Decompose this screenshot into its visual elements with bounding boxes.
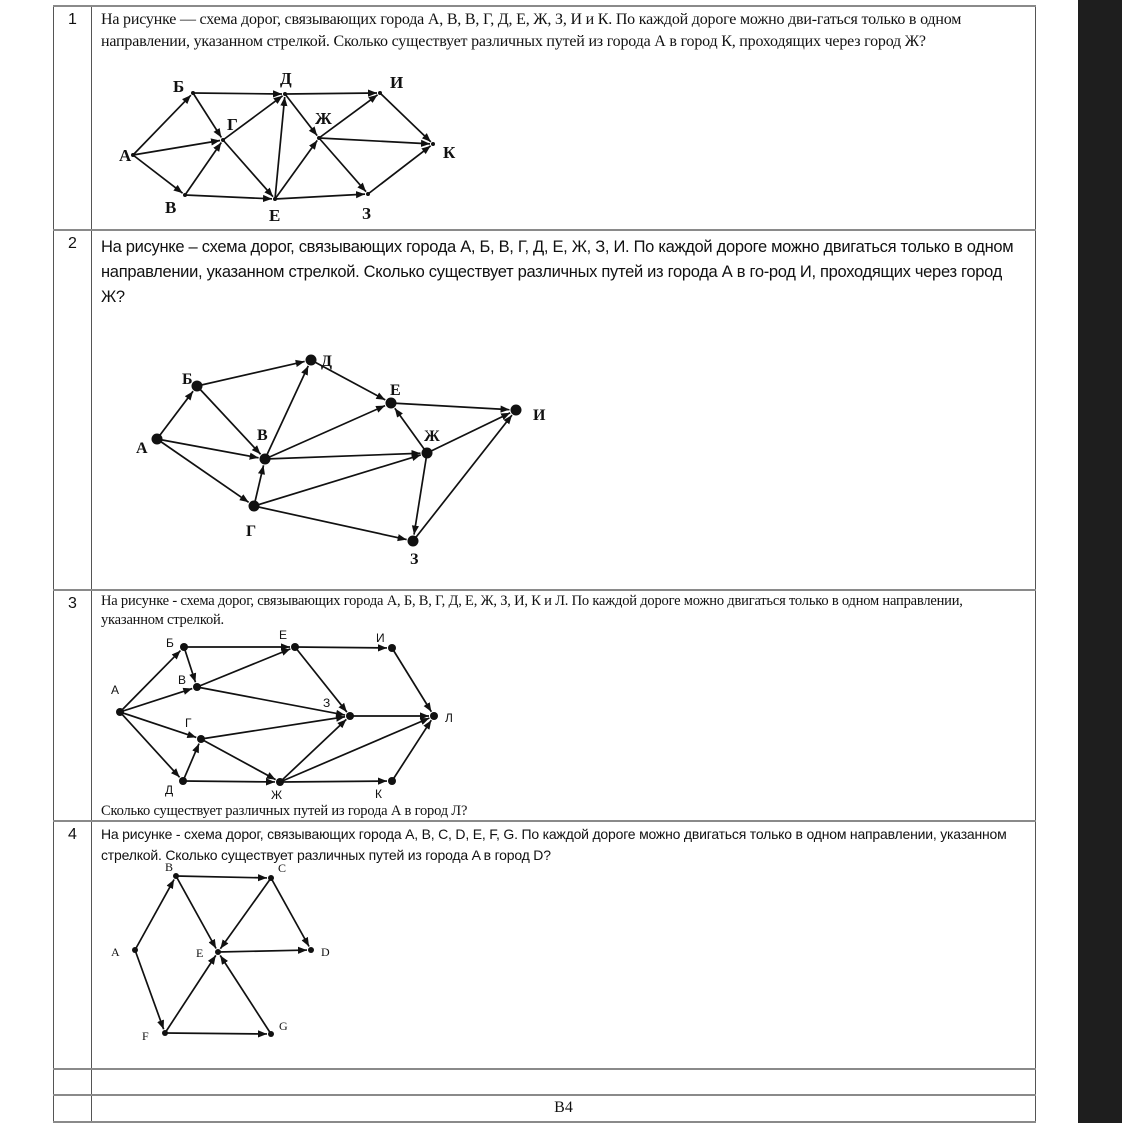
road-edge-Ж-К: [280, 781, 387, 782]
city-node: [131, 153, 135, 157]
road-edge-E-D: [218, 950, 307, 952]
road-edge-Ж-З: [414, 453, 427, 535]
city-label: В: [165, 198, 177, 217]
city-node: [268, 1031, 274, 1037]
road-edge-З-К: [368, 146, 431, 194]
city-node: [346, 712, 354, 720]
road-edge-Б-Г: [193, 93, 221, 137]
road-edge-И-К: [380, 93, 431, 142]
road-edge-А-Г: [157, 439, 249, 502]
city-label: A: [111, 945, 120, 959]
city-label: F: [142, 1029, 149, 1043]
city-label: Г: [185, 716, 192, 730]
footer-number-cell: [53, 1096, 92, 1121]
city-node: [431, 142, 435, 146]
city-node: [152, 434, 163, 445]
city-node: [306, 355, 317, 366]
city-node: [388, 644, 396, 652]
city-label: Е: [269, 206, 281, 225]
road-edge-F-G: [165, 1033, 267, 1034]
problem-text: На рисунке — схема дорог, связывающих города А, В, В, Г, Д, Е, Ж, З, И и К. По каждой дороге можно дви-гаться только в одном направлении, указанном стрелкой. Сколько существует различных путей из города А в город К, проходящих через город Ж?: [101, 11, 962, 50]
city-node: [173, 873, 179, 879]
road-edge-А-В: [133, 155, 183, 193]
road-edge-Ж-З: [319, 138, 366, 192]
city-label: E: [196, 946, 204, 960]
city-node: [193, 683, 201, 691]
problem-question: Сколько существует различных путей из города А в город Л?: [101, 803, 468, 819]
city-node: [308, 947, 314, 953]
city-label: К: [375, 787, 382, 801]
road-edge-Г-Е: [223, 140, 273, 197]
road-edge-А-Б: [157, 391, 193, 439]
road-graph-4: [92, 822, 592, 1070]
city-label: Г: [246, 523, 257, 540]
city-label: B: [165, 860, 174, 874]
city-node: [116, 708, 124, 716]
road-edge-B-C: [176, 876, 267, 878]
road-edge-C-D: [271, 878, 309, 947]
problem-content: [92, 7, 1036, 229]
city-label: И: [533, 407, 546, 424]
problem-number: 4: [53, 822, 92, 1068]
road-edge-Г-З: [201, 717, 345, 739]
road-edge-В-Е: [265, 406, 385, 459]
city-node: [192, 381, 203, 392]
city-label: Б: [173, 77, 185, 96]
city-label: З: [323, 696, 331, 710]
problem-number: 1: [53, 7, 92, 229]
road-edge-В-Д: [265, 366, 308, 459]
city-node: [366, 192, 370, 196]
city-label: З: [362, 204, 371, 223]
city-label: Д: [165, 783, 174, 797]
road-edge-В-Ж: [265, 453, 421, 459]
city-label: Г: [227, 115, 238, 134]
road-edge-И-Л: [392, 648, 431, 712]
road-edge-Б-Д: [193, 93, 282, 94]
city-label: К: [443, 143, 456, 162]
road-edge-Г-Ж: [201, 739, 276, 780]
city-node: [183, 193, 187, 197]
problem-number: 3: [53, 591, 92, 820]
city-label: З: [410, 551, 419, 568]
city-node: [268, 875, 274, 881]
city-label: В: [178, 673, 187, 687]
road-edge-Г-З: [254, 506, 407, 540]
city-node: [317, 136, 321, 140]
city-label: А: [111, 683, 120, 697]
city-node: [180, 643, 188, 651]
road-edge-Г-Ж: [254, 455, 421, 506]
road-edge-F-E: [165, 955, 216, 1033]
road-edge-Е-З: [295, 647, 347, 712]
road-edge-Д-Ж: [285, 94, 317, 136]
road-edge-Ж-Е: [395, 408, 427, 453]
road-edge-В-Е: [197, 649, 290, 687]
city-node: [511, 405, 522, 416]
city-node: [221, 138, 225, 142]
city-label: В: [257, 427, 268, 444]
empty-content-cell: [92, 1070, 1036, 1094]
footer-row: [53, 1094, 1036, 1121]
road-edge-Г-В: [254, 465, 264, 506]
road-edge-Е-И: [295, 647, 387, 648]
screen-edge-strip: [1078, 0, 1122, 1123]
city-label: Е: [279, 628, 288, 642]
city-node: [386, 398, 397, 409]
road-edge-Д-И: [285, 93, 377, 94]
problem-row-1: [53, 5, 1036, 229]
road-graph-2: [92, 231, 592, 591]
road-edge-Д-Г: [183, 744, 199, 781]
problem-text: На рисунке – схема дорог, связывающих города А, Б, В, Г, Д, Е, Ж, З, И. По каждой дороге можно двигаться только в одном направлении, указанном стрелкой. Сколько существует различных путей из города А в го-род И, проходящих через город Ж?: [101, 238, 1014, 306]
road-edge-Е-Д: [275, 97, 285, 199]
empty-number-cell: [53, 1070, 92, 1094]
road-edge-А-В: [157, 439, 259, 458]
road-edge-C-E: [220, 878, 271, 949]
city-label: Б: [166, 636, 174, 650]
road-edge-Б-В: [197, 386, 261, 454]
city-label: Ж: [271, 788, 283, 802]
problem-text: На рисунке - схема дорог, связывающих города А, Б, В, Г, Д, Е, Ж, З, И, К и Л. По каждой дороге можно двигаться только в одном направлении, указанном стрелкой.: [101, 593, 963, 628]
city-node: [249, 501, 260, 512]
road-graph-1: [92, 7, 592, 231]
problem-content: [92, 231, 1036, 589]
road-edge-Д-Ж: [183, 781, 275, 782]
city-node: [191, 91, 195, 95]
city-label: Е: [390, 382, 401, 399]
city-node: [179, 777, 187, 785]
city-label: Л: [445, 711, 453, 725]
road-edge-Ж-К: [319, 138, 430, 144]
city-label: Ж: [315, 109, 332, 128]
problem-number: 2: [53, 231, 92, 589]
city-node: [283, 92, 287, 96]
city-node: [132, 947, 138, 953]
road-edge-В-Е: [185, 195, 272, 199]
problem-row-4: [53, 820, 1036, 1068]
city-node: [378, 91, 382, 95]
city-label: А: [119, 146, 132, 165]
road-edge-A-F: [135, 950, 164, 1029]
city-node: [260, 454, 271, 465]
city-label: Д: [280, 69, 292, 88]
road-edge-Е-Ж: [275, 140, 317, 199]
problem-text: На рисунке - схема дорог, связывающих города A, B, C, D, E, F, G. По каждой дороге можно двигаться только в одном направлении, указанном стрелкой. Сколько существует различных путей из города A в город D?: [101, 826, 1007, 863]
city-label: И: [390, 73, 404, 92]
road-edge-В-Г: [185, 142, 221, 195]
city-node: [388, 777, 396, 785]
road-graph-3: [92, 591, 592, 822]
city-label: G: [279, 1019, 288, 1033]
section-label: B4: [554, 1099, 573, 1116]
road-edge-Е-И: [391, 403, 510, 410]
city-node: [430, 712, 438, 720]
footer-content-cell: [92, 1096, 1036, 1121]
road-edge-G-E: [220, 955, 271, 1034]
city-node: [215, 949, 221, 955]
problem-content: [92, 822, 1036, 1068]
road-edge-Ж-Л: [280, 718, 429, 782]
city-node: [276, 778, 284, 786]
city-node: [162, 1030, 168, 1036]
city-label: Д: [321, 353, 333, 370]
problem-row-2: [53, 229, 1036, 589]
road-edge-Е-З: [275, 194, 365, 199]
problem-row-3: [53, 589, 1036, 820]
city-node: [273, 197, 277, 201]
road-edge-Ж-З: [280, 719, 346, 782]
road-edge-К-Л: [392, 720, 431, 781]
city-node: [408, 536, 419, 547]
road-edge-B-E: [176, 876, 216, 948]
road-edge-Б-Д: [197, 361, 305, 386]
problem-content: [92, 591, 1036, 820]
city-label: А: [136, 440, 148, 457]
city-label: D: [321, 945, 330, 959]
city-label: Б: [182, 371, 193, 388]
road-edge-A-B: [135, 879, 174, 950]
city-node: [291, 643, 299, 651]
city-label: C: [278, 861, 287, 875]
city-node: [422, 448, 433, 459]
city-label: И: [376, 631, 385, 645]
city-node: [197, 735, 205, 743]
empty-row: [53, 1068, 1036, 1094]
city-label: Ж: [424, 428, 440, 445]
